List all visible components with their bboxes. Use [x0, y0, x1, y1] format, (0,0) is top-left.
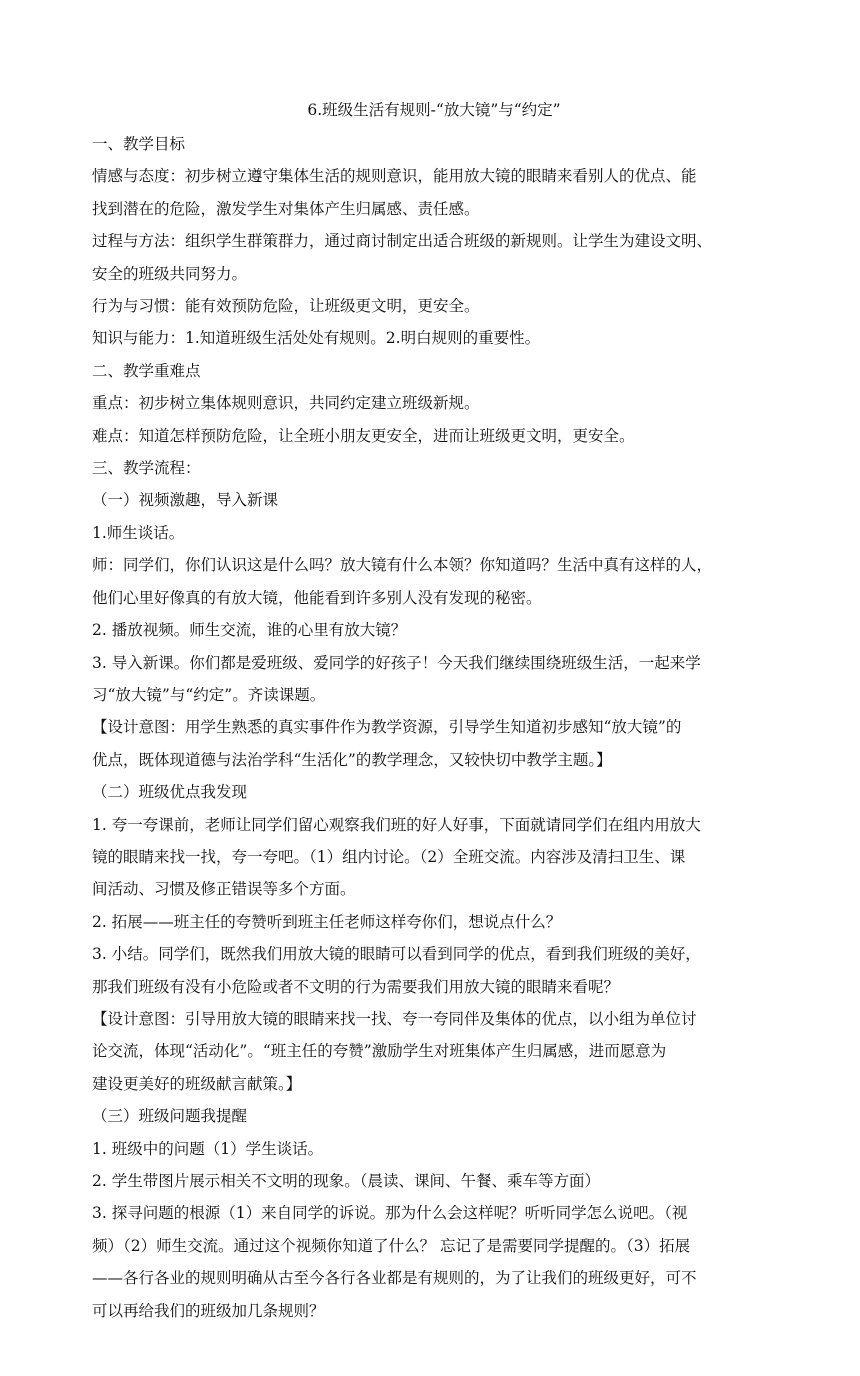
text-line: 找到潜在的危险，激发学生对集体产生归属感、责任感。 [92, 199, 480, 218]
text-line: 2. 播放视频。师生交流，谁的心里有放大镜？ [92, 621, 407, 640]
text-line: 他们心里好像真的有放大镜，他能看到许多别人没有发现的秘密。 [92, 588, 542, 607]
text-line: 频）（2）师生交流。通过这个视频你知道了什么？ 忘记了是需要同学提醒的。（3）拓展 [92, 1236, 691, 1255]
text-line: 1. 夸一夸课前，老师让同学们留心观察我们班的好人好事，下面就请同学们在组内用放大 [92, 815, 701, 834]
text-line: 1. 班级中的问题（1）学生谈话。 [92, 1139, 324, 1158]
text-line: 师：同学们，你们认识这是什么吗？放大镜有什么本领？你知道吗？生活中真有这样的人， [92, 556, 713, 575]
text-line: 一、教学目标 [92, 135, 186, 153]
text-line: 难点：知道怎样预防危险，让全班小朋友更安全，进而让班级更文明，更安全。 [92, 426, 635, 445]
text-line: 论交流，体现“活动化”。“班主任的夸赞”激励学生对班集体产生归属感，进而愿意为 [92, 1042, 667, 1061]
text-line: 可以再给我们的班级加几条规则？ [92, 1301, 325, 1320]
text-line: 3. 小结。同学们，既然我们用放大镜的眼睛可以看到同学的优点，看到我们班级的美好， [92, 945, 701, 964]
text-line: 优点，既体现道德与法治学科“生活化”的教学理念，又较快切中教学主题。】 [92, 750, 612, 769]
text-line: 2. 学生带图片展示相关不文明的现象。（晨读、课间、午餐、乘车等方面） [92, 1172, 600, 1190]
text-line: 重点：初步树立集体规则意识，共同约定建立班级新规。 [92, 394, 480, 413]
text-line: （二）班级优点我发现 [92, 783, 248, 802]
text-line: 1.师生谈话。 [92, 523, 185, 542]
document-title: 6.班级生活有规则-“放大镜”与“约定” [307, 101, 561, 119]
text-line: 行为与习惯：能有效预防危险，让班级更文明，更安全。 [92, 297, 480, 316]
text-line: 安全的班级共同努力。 [92, 264, 248, 283]
text-line: 间活动、习惯及修正错误等多个方面。 [92, 880, 356, 899]
text-line: （一）视频激趣，导入新课 [92, 491, 279, 510]
text-line: 习“放大镜”与“约定”。齐读课题。 [92, 685, 326, 704]
text-line: 3. 探寻问题的根源（1）来自同学的诉说。那为什么会这样呢？听听同学怎么说吧。（视 [92, 1204, 688, 1223]
document-body [92, 128, 768, 1327]
text-line: 2. 拓展——班主任的夸赞听到班主任老师这样夸你们，想说点什么？ [92, 912, 562, 931]
text-line: 建设更美好的班级献言献策。】 [92, 1074, 302, 1093]
text-line: 知识与能力：1.知道班级生活处处有规则。2.明白规则的重要性。 [92, 329, 541, 348]
text-line: 【设计意图：引导用放大镜的眼睛来找一找、夸一夸同伴及集体的优点，以小组为单位讨 [92, 1009, 697, 1028]
text-line: 【设计意图：用学生熟悉的真实事件作为教学资源，引导学生知道初步感知“放大镜”的 [92, 718, 682, 737]
text-line: 3. 导入新课。你们都是爱班级、爱同学的好孩子！今天我们继续围绕班级生活，一起来学 [92, 653, 701, 672]
text-line: 二、教学重难点 [92, 361, 201, 380]
text-line: 三、教学流程： [92, 459, 201, 478]
text-line: （三）班级问题我提醒 [92, 1107, 248, 1126]
text-line: 情感与态度：初步树立遵守集体生活的规则意识，能用放大镜的眼睛来看别人的优点、能 [92, 167, 697, 186]
text-line: ——各行各业的规则明确从古至今各行各业都是有规则的，为了让我们的班级更好，可不 [92, 1269, 697, 1288]
text-line: 过程与方法：组织学生群策群力，通过商讨制定出适合班级的新规则。让学生为建设文明、 [92, 232, 713, 251]
text-line: 镜的眼睛来找一找，夸一夸吧。（1）组内讨论。（2）全班交流。内容涉及清扫卫生、课 [92, 847, 686, 866]
text-line: 那我们班级有没有小危险或者不文明的行为需要我们用放大镜的眼睛来看呢？ [92, 977, 620, 996]
